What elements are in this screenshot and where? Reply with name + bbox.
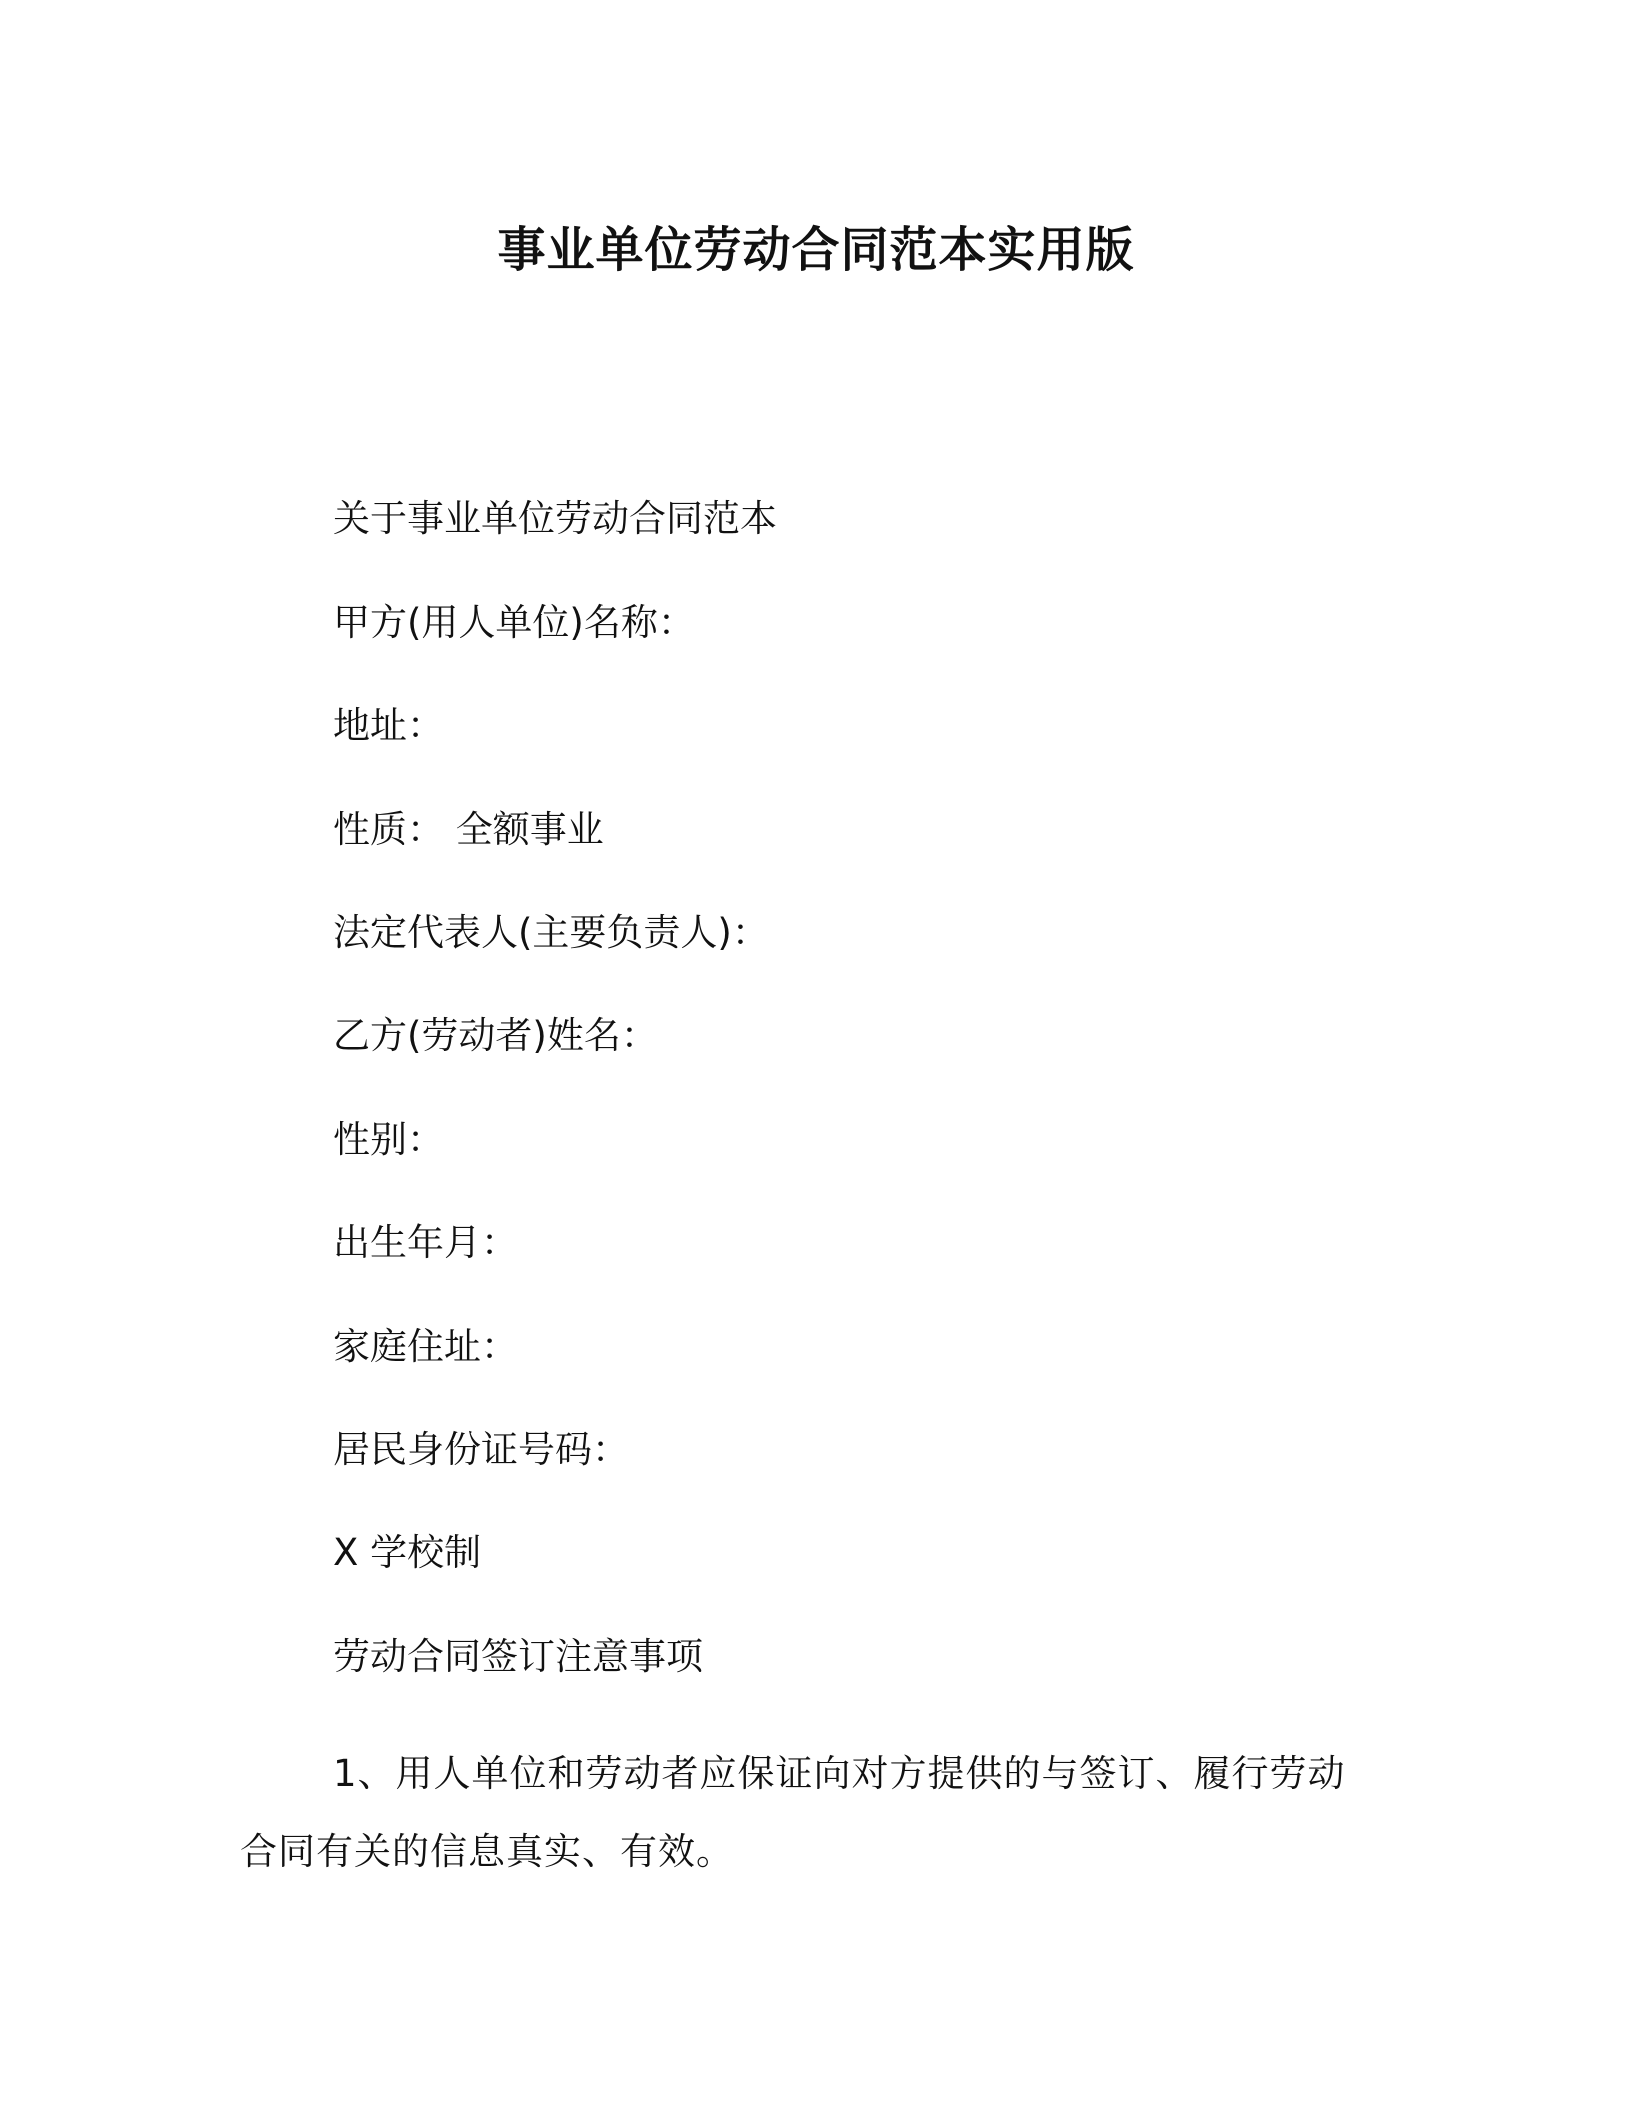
subtitle-line: 关于事业单位劳动合同范本 <box>333 497 777 540</box>
employee-name-field: 乙方(劳动者)姓名： <box>333 1014 658 1057</box>
home-address-field: 家庭住址： <box>333 1325 518 1368</box>
school-made-line: X 学校制 <box>333 1531 482 1574</box>
document-title: 事业单位劳动合同范本实用版 <box>497 222 1135 278</box>
id-number-field: 居民身份证号码： <box>333 1428 629 1471</box>
paragraph-1: 1、用人单位和劳动者应保证向对方提供的与签订、履行劳动合同有关的信息真实、有效。 <box>240 1752 1346 1873</box>
nature-field: 性质： 全额事业 <box>333 808 604 851</box>
section-heading: 劳动合同签订注意事项 <box>333 1635 703 1678</box>
legal-representative-field: 法定代表人(主要负责人)： <box>333 911 769 954</box>
employer-name-field: 甲方(用人单位)名称： <box>333 601 695 644</box>
birth-date-field: 出生年月： <box>333 1221 518 1264</box>
address-field: 地址： <box>333 704 444 747</box>
gender-field: 性别： <box>333 1118 444 1161</box>
